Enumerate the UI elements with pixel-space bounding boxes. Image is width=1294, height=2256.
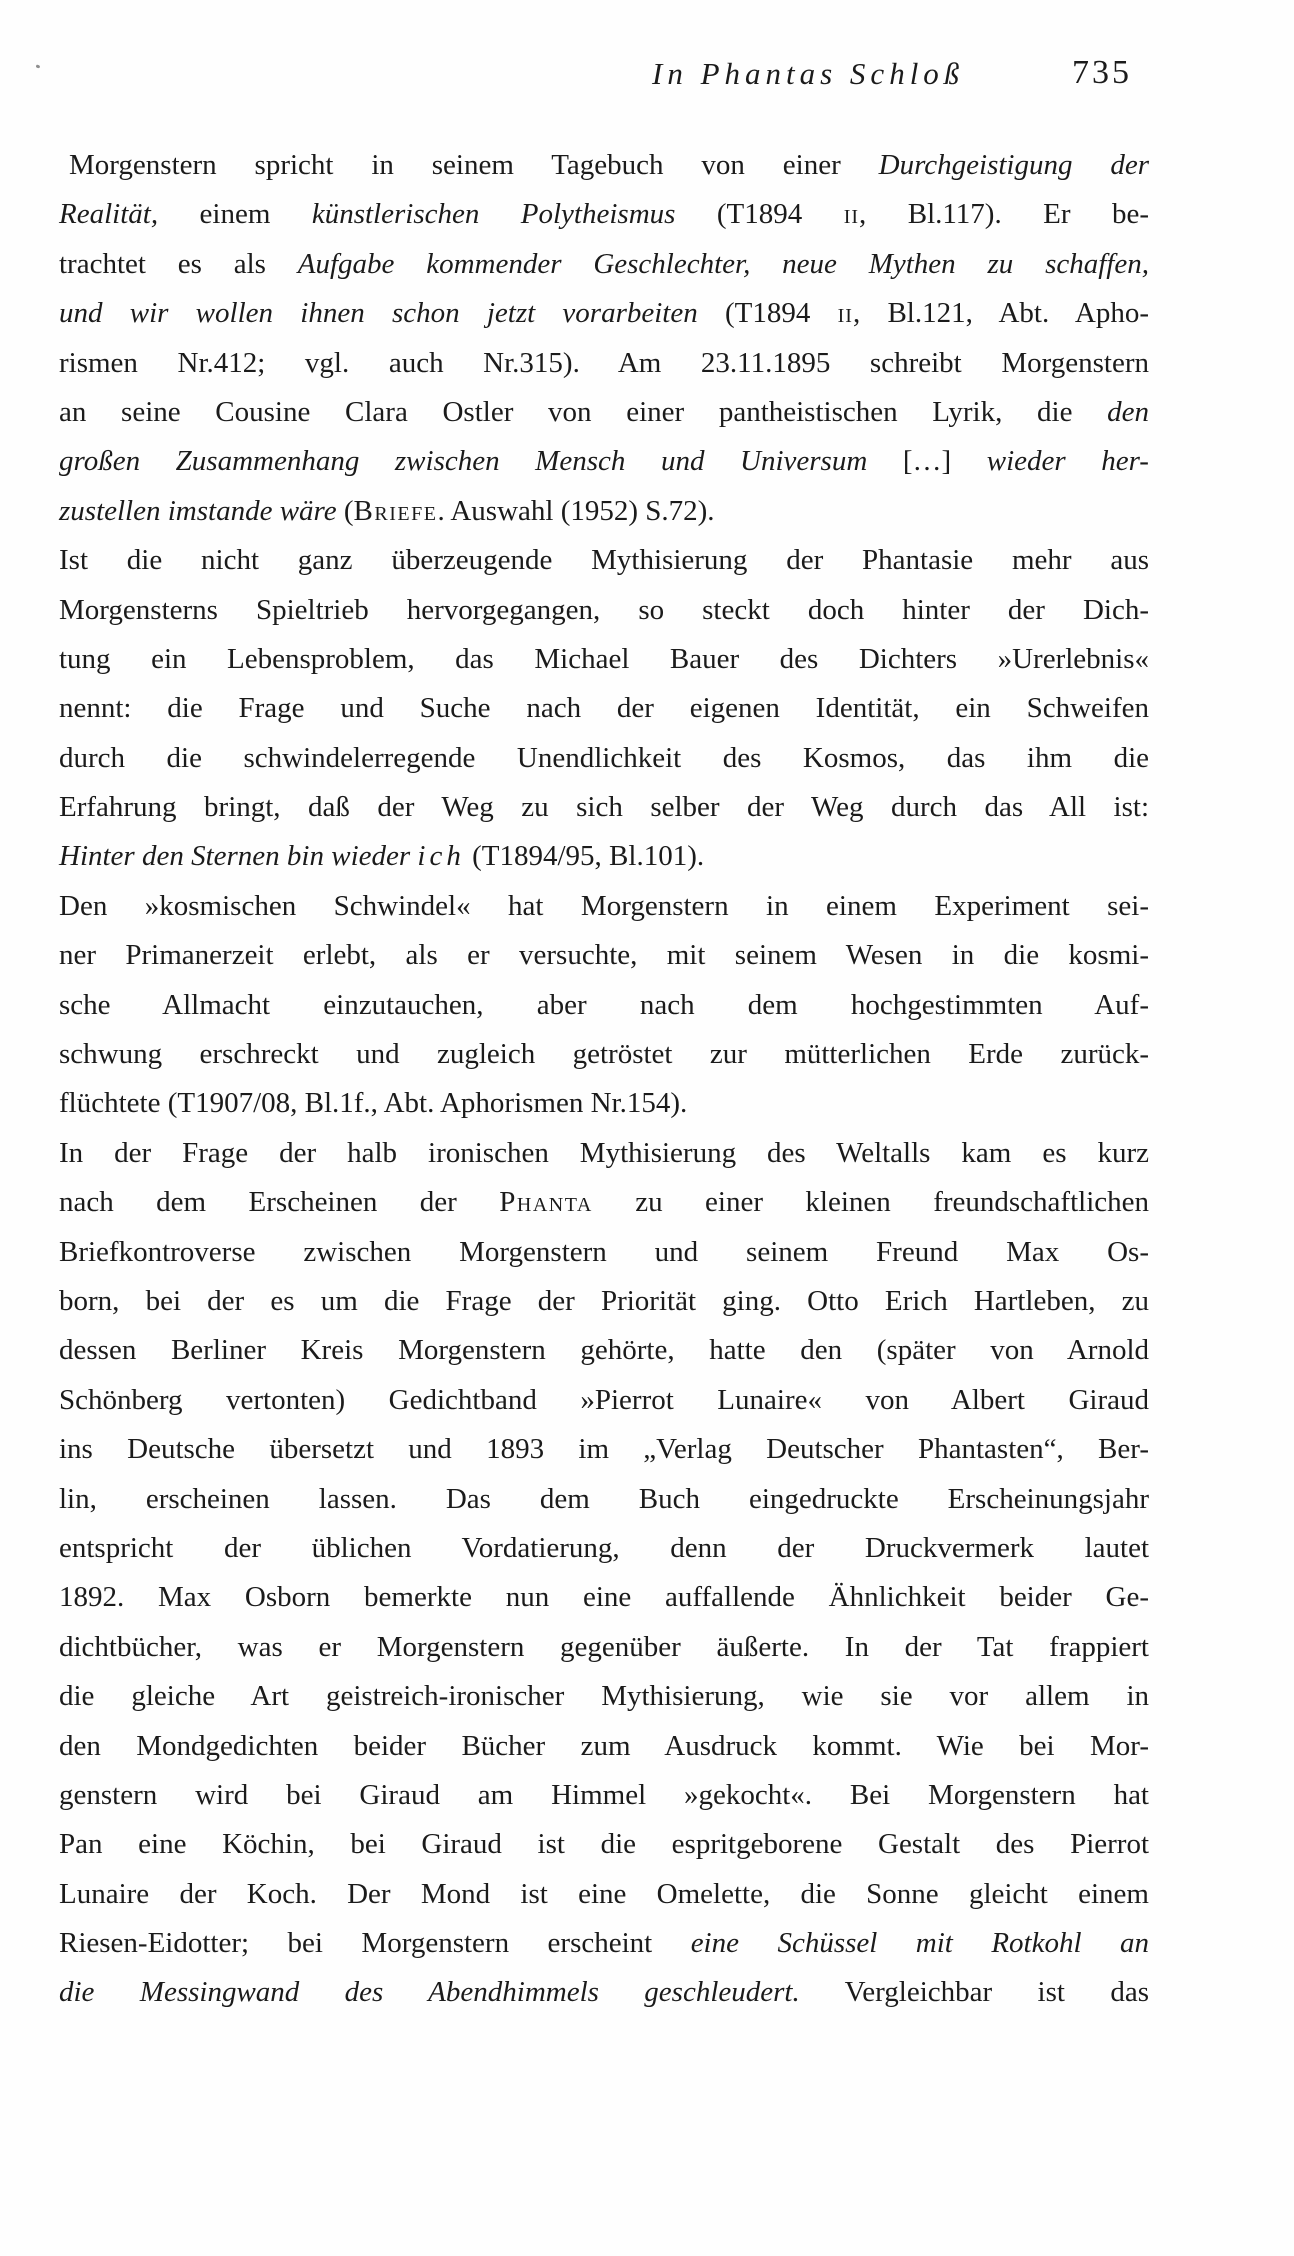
text-segment: tung ein Lebensproblem, das Michael Bauer des Dichters »Urerlebnis« <box>59 642 1149 675</box>
text-segment: an seine Cousine Clara Ostler von einer pantheistischen Lyrik, die <box>59 395 1108 428</box>
text-line <box>59 1919 1149 1968</box>
text-segment: schwung erschreckt und zugleich getröstet zur mütterlichen Erde zurück- <box>59 1038 1149 1071</box>
text-line <box>59 1524 1149 1573</box>
text-segment: Hinter den Sternen bin wieder <box>59 840 418 873</box>
text-line <box>59 536 1149 585</box>
text-segment: entspricht der üblichen Vordatierung, denn der Druckvermerk lautet <box>59 1531 1149 1564</box>
text-segment: flüchtete (T1907/08, Bl.1f., Abt. Aphorismen Nr.154). <box>59 1087 688 1120</box>
text-line <box>59 289 1149 338</box>
text-line <box>59 635 1149 684</box>
text-line <box>59 1820 1149 1869</box>
text-segment: ins Deutsche übersetzt und 1893 im „Verlag Deutscher Phantasten“, Ber- <box>59 1433 1149 1466</box>
text-line <box>59 1968 1149 2017</box>
text-line <box>59 388 1149 437</box>
text-line <box>59 684 1149 733</box>
text-line <box>59 1672 1149 1721</box>
text-segment: durch die schwindelerregende Unendlichkeit des Kosmos, das ihm die <box>59 741 1149 774</box>
text-line <box>59 734 1149 783</box>
text-segment: eine Schüssel mit Rotkohl an <box>690 1927 1149 1960</box>
text-segment: 1892. Max Osborn bemerkte nun eine auffallende Ähnlichkeit beider Ge- <box>59 1581 1149 1614</box>
text-line <box>59 1326 1149 1375</box>
text-line <box>59 141 1149 190</box>
text-line <box>59 1425 1149 1474</box>
text-segment: ii <box>837 297 853 330</box>
text-line <box>59 1129 1149 1178</box>
text-segment: Phanta <box>499 1186 593 1219</box>
text-line <box>59 931 1149 980</box>
text-line <box>59 1376 1149 1425</box>
text-segment: großen Zusammenhang zwischen Mensch und Universum <box>59 445 903 478</box>
text-segment: rismen Nr.412; vgl. auch Nr.315). Am 23.11.1895 schreibt Morgenstern <box>59 346 1149 379</box>
page-number: 735 <box>1072 54 1132 91</box>
text-segment: In der Frage der halb ironischen Mythisierung des Weltalls kam es kurz <box>59 1136 1149 1169</box>
text-line <box>59 1771 1149 1820</box>
text-segment: Briefe <box>353 494 438 527</box>
text-segment: , Bl.117). Er be- <box>859 198 1149 231</box>
text-line <box>59 783 1149 832</box>
text-segment: Den »kosmischen Schwindel« hat Morgenstern in einem Experiment sei- <box>59 889 1149 922</box>
text-line <box>59 339 1149 388</box>
text-line <box>59 1228 1149 1277</box>
text-segment: Schönberg vertonten) Gedichtband »Pierrot Lunaire« von Albert Giraud <box>59 1383 1149 1416</box>
text-segment: die Messingwand des Abendhimmels geschleudert. <box>59 1976 800 2009</box>
text-line <box>59 1475 1149 1524</box>
text-segment: den Mondgedichten beider Bücher zum Ausdruck kommt. Wie bei Mor- <box>59 1729 1149 1762</box>
text-line <box>59 1277 1149 1326</box>
text-segment: zu einer kleinen freundschaftlichen <box>592 1186 1149 1219</box>
text-segment: Morgensterns Spieltrieb hervorgegangen, so steckt doch hinter der Dich- <box>59 593 1149 626</box>
scan-speck <box>36 64 41 68</box>
text-segment: wieder her- <box>986 445 1149 478</box>
text-segment: den <box>1107 395 1149 428</box>
text-segment: Ist die nicht ganz überzeugende Mythisierung der Phantasie mehr aus <box>59 544 1149 577</box>
text-segment: Durchgeistigung der <box>878 149 1150 181</box>
text-line <box>59 1030 1149 1079</box>
text-line <box>59 190 1149 239</box>
text-line <box>59 1623 1149 1672</box>
text-segment: dichtbücher, was er Morgenstern gegenüber äußerte. In der Tat frappiert <box>59 1630 1149 1663</box>
text-segment: Morgenstern spricht in seinem Tagebuch von einer <box>69 149 879 181</box>
text-segment: Aufgabe kommender Geschlechter, neue Mythen zu schaffen, <box>297 247 1149 280</box>
running-title: In Phantas Schloß <box>652 56 965 91</box>
text-line <box>59 1573 1149 1622</box>
text-segment: Vergleichbar ist das <box>799 1976 1149 2009</box>
text-segment: nach dem Erscheinen der <box>59 1186 500 1219</box>
text-segment: nennt: die Frage und Suche nach der eigenen Identität, ein Schweifen <box>59 692 1149 725</box>
text-segment: born, bei der es um die Frage der Priorität ging. Otto Erich Hartleben, zu <box>59 1284 1149 1317</box>
text-segment: die gleiche Art geistreich-ironischer Mythisierung, wie sie vor allem in <box>59 1680 1149 1713</box>
text-line <box>59 1870 1149 1919</box>
text-segment: sche Allmacht einzutauchen, aber nach dem hochgestimmten Auf- <box>59 988 1149 1021</box>
text-line <box>59 487 1149 536</box>
text-segment: (T1894/95, Bl.101). <box>464 840 705 873</box>
text-segment: (T1894 <box>675 198 844 231</box>
text-line <box>59 586 1149 635</box>
text-segment: ( <box>343 494 354 527</box>
text-segment: Erfahrung bringt, daß der Weg zu sich selber der Weg durch das All ist: <box>59 791 1149 824</box>
text-line <box>59 1178 1149 1227</box>
text-line <box>59 882 1149 931</box>
text-segment: Lunaire der Koch. Der Mond ist eine Omelette, die Sonne gleicht einem <box>59 1877 1149 1910</box>
text-line <box>59 832 1149 881</box>
text-segment: ii <box>843 198 860 231</box>
text-line <box>59 437 1149 486</box>
text-segment: […] <box>902 445 987 478</box>
text-segment: (T1894 <box>724 297 838 330</box>
text-line <box>59 981 1149 1030</box>
text-line <box>59 1722 1149 1771</box>
text-segment: einem <box>158 198 312 231</box>
text-segment: Riesen-Eidotter; bei Morgenstern erscheint <box>59 1927 691 1960</box>
text-segment: ner Primanerzeit erlebt, als er versuchte, mit seinem Wesen in die kosmi- <box>59 939 1149 972</box>
text-segment: lin, erscheinen lassen. Das dem Buch eingedruckte Erscheinungsjahr <box>59 1482 1149 1515</box>
text-segment: trachtet es als <box>59 247 298 280</box>
text-segment: Pan eine Köchin, bei Giraud ist die espritgeborene Gestalt des Pierrot <box>59 1828 1149 1861</box>
text-segment: . Auswahl (1952) S.72). <box>437 494 715 527</box>
text-segment: Briefkontroverse zwischen Morgenstern und seinem Freund Max Os- <box>59 1235 1149 1268</box>
page-text <box>59 141 1149 2018</box>
text-segment: Realität, <box>59 198 159 231</box>
text-segment: , Bl.121, Abt. Apho- <box>852 297 1149 330</box>
text-segment: dessen Berliner Kreis Morgenstern gehörte, hatte den (später von Arnold <box>59 1334 1149 1367</box>
text-segment: ich <box>417 840 465 873</box>
text-segment: künstlerischen Polytheismus <box>311 198 676 231</box>
text-segment: genstern wird bei Giraud am Himmel »gekocht«. Bei Morgenstern hat <box>59 1778 1149 1811</box>
text-line <box>59 240 1149 289</box>
text-line <box>59 1079 1149 1128</box>
text-segment: zustellen imstande wäre <box>59 494 344 527</box>
text-segment: und wir wollen ihnen schon jetzt vorarbeiten <box>59 297 725 330</box>
